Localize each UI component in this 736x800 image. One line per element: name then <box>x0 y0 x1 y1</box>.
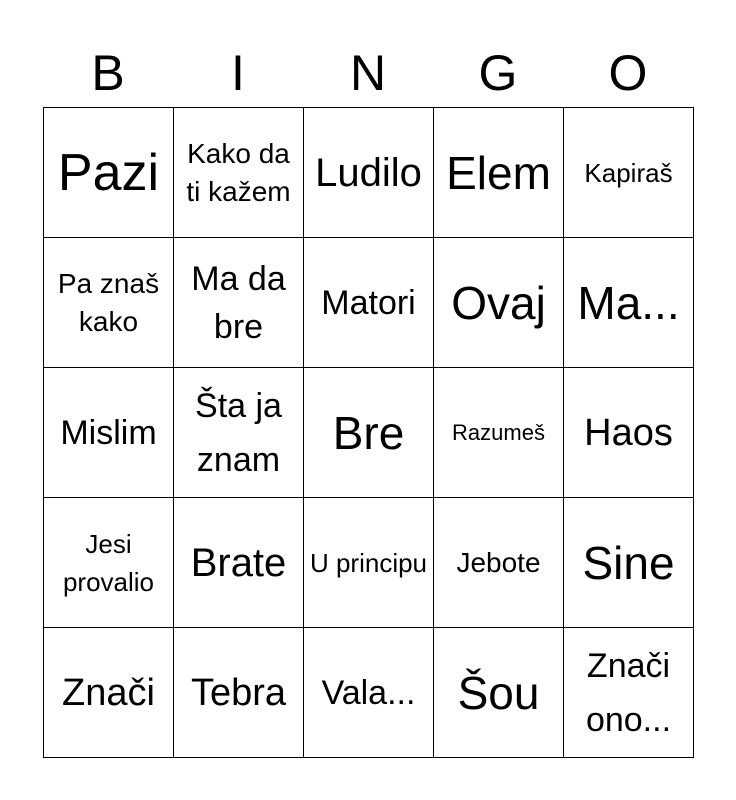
bingo-cell[interactable] <box>564 368 694 498</box>
bingo-cell[interactable] <box>304 238 434 368</box>
cell-text: Šta ja znam <box>195 386 282 479</box>
cell-text: Pa znaš kako <box>57 267 160 337</box>
cell-text: Sine <box>582 536 675 589</box>
bingo-cell[interactable] <box>304 108 434 238</box>
bingo-cell[interactable] <box>564 628 694 758</box>
header-letter-o: O <box>608 45 648 101</box>
cell-text: Tebra <box>190 671 287 714</box>
cell-text: Matori <box>321 283 416 322</box>
header-letter-b: B <box>91 45 125 101</box>
bingo-cell[interactable] <box>174 238 304 368</box>
bingo-cell[interactable] <box>174 108 304 238</box>
bingo-cell[interactable] <box>44 628 174 758</box>
bingo-cell[interactable] <box>434 108 564 238</box>
cell-text: Ma da bre <box>191 259 286 346</box>
bingo-cell[interactable] <box>564 108 694 238</box>
bingo-cell[interactable] <box>304 628 434 758</box>
header-letter-n: N <box>349 45 387 101</box>
bingo-row <box>44 368 694 498</box>
cell-text: Kako da ti kažem <box>186 137 291 207</box>
bingo-cell[interactable] <box>434 238 564 368</box>
bingo-row <box>44 108 694 238</box>
bingo-row <box>44 498 694 628</box>
cell-text: Haos <box>584 411 673 454</box>
bingo-cell[interactable] <box>44 108 174 238</box>
bingo-cell[interactable] <box>564 498 694 628</box>
bingo-cell[interactable] <box>174 368 304 498</box>
cell-text: Mislim <box>60 413 157 452</box>
cell-text: Znači <box>62 671 155 714</box>
bingo-card <box>43 107 694 758</box>
bingo-cell[interactable] <box>44 498 174 628</box>
bingo-cell[interactable] <box>434 368 564 498</box>
cell-text: U principu <box>309 547 428 578</box>
cell-text: Elem <box>446 146 551 199</box>
bingo-cell[interactable] <box>564 238 694 368</box>
bingo-row <box>44 238 694 368</box>
cell-text: Razumeš <box>452 419 545 445</box>
bingo-header <box>43 40 693 106</box>
bingo-cell[interactable] <box>304 498 434 628</box>
cell-text: Jesi provalio <box>62 528 155 597</box>
header-letter-g: G <box>478 45 518 101</box>
bingo-cell[interactable] <box>44 368 174 498</box>
cell-text: Ludilo <box>315 150 422 195</box>
bingo-cell[interactable] <box>44 238 174 368</box>
bingo-cell[interactable] <box>434 498 564 628</box>
cell-text: Bre <box>332 406 405 459</box>
cell-text: Ma... <box>577 276 680 329</box>
bingo-cell[interactable] <box>174 498 304 628</box>
cell-text: Znači ono... <box>585 646 672 739</box>
cell-text: Vala... <box>321 673 416 712</box>
cell-text: Ovaj <box>451 276 546 329</box>
bingo-cell[interactable] <box>174 628 304 758</box>
bingo-cell[interactable] <box>434 628 564 758</box>
bingo-row <box>44 628 694 758</box>
cell-text: Pazi <box>57 143 160 202</box>
bingo-cell[interactable] <box>304 368 434 498</box>
cell-text: Brate <box>190 540 287 585</box>
cell-text: Kapiraš <box>584 157 673 188</box>
cell-text: Šou <box>457 666 540 719</box>
cell-text: Jebote <box>456 546 541 578</box>
header-letter-i: I <box>231 45 245 101</box>
